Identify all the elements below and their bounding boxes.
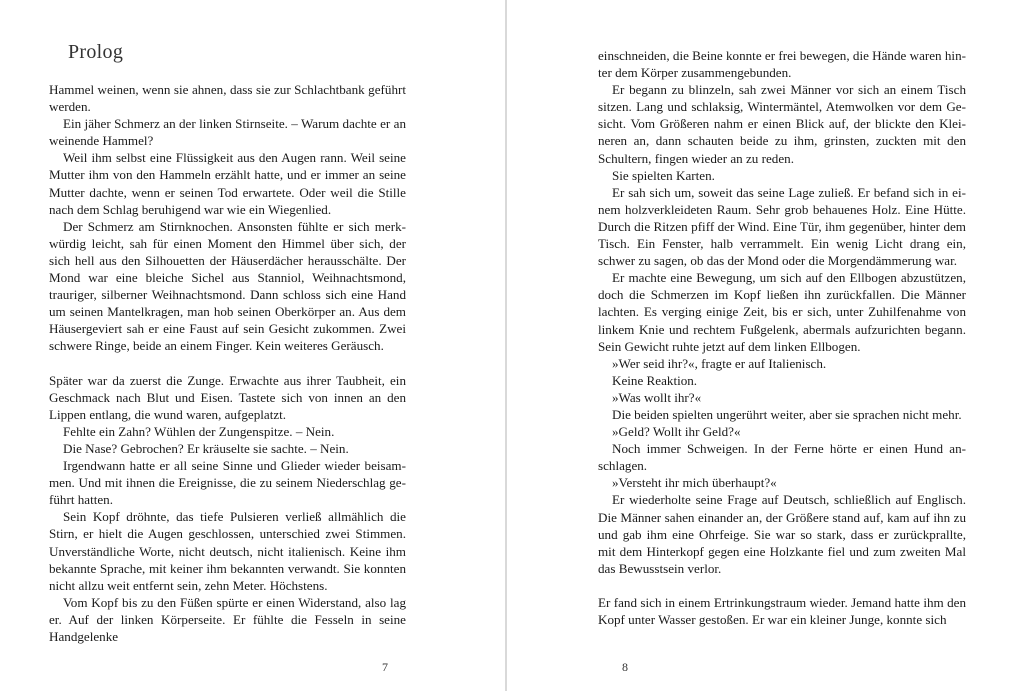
paragraph: Er begann zu blinzeln, sah zwei Männer vor sich an einem Tisch sitzen. Lang und schlaksig, Wintermäntel, Atemwolken vor dem Gesicht. Vom Größeren nahm er einen Blick auf, der blickte den Kleineren an, dann schauten beide zu ihm, grinsten, zuckten mit den Schultern, fingen wieder an zu reden. xyxy=(598,82,966,166)
paragraph: Er wiederholte seine Frage auf Deutsch, schließlich auf Englisch. Die Männer sahen einander an, der Größere stand auf, kam auf ihn zu und gab ihm eine Ohrfeige. Sie war so stark, dass er zurückprallte, mit dem Hinterkopf gegen eine Holzkante fiel und zum zweiten Mal das Bewusstsein verlor. xyxy=(598,492,966,576)
left-page xyxy=(0,0,505,691)
paragraph: »Wer seid ihr?«, fragte er auf Italienisch. xyxy=(612,355,827,371)
paragraph: Später war da zuerst die Zunge. Erwachte aus ihrer Taubheit, ein Geschmack nach Blut und Eisen. Tastete sich von innen an den Lippen entlang, die wund waren, aufgeplatzt. xyxy=(49,372,406,422)
paragraph: Sie spielten Karten. xyxy=(612,167,715,183)
paragraph: Er fand sich in einem Ertrinkungstraum wieder. Jemand hatte ihm den Kopf unter Wasser gestoßen. Er war ein kleiner Junge, konnte sich xyxy=(598,595,966,628)
paragraph: Ein jäher Schmerz an der linken Stirnseite. – Warum dachte er an weinende Hammel? xyxy=(49,116,406,149)
left-page-text xyxy=(49,81,406,645)
paragraph: Irgendwann hatte er all seine Sinne und Glieder wieder beisammen. Und mit ihnen die Ereignisse, die zu seinem Niederschlag geführt hatten. xyxy=(49,458,406,508)
paragraph: Er sah sich um, soweit das seine Lage zuließ. Er befand sich in einem holzverkleideten Raum. Sehr grob behauenes Holz. Eine Hütte. Durch die Ritzen pfiff der Wind. Eine Tür, ihm gegenüber, hinter dem Tisch. Ein Fenster, halb verrammelt. Ein wenig Licht drang ein, schwer zu sagen, ob das der Mond oder die Morgendämmerung war. xyxy=(598,184,966,269)
page-number: 8 xyxy=(622,660,628,674)
paragraph: Sein Kopf dröhnte, das tiefe Pulsieren verließ allmählich die Stirn, er hielt die Augen geschlossen, unterschied zwei Stimmen. Unverständliche Worte, nicht deutsch, nicht italienisch. Keine ihm bekannte Sprache, mit keiner ihm bekannten verwandt. Sie konnten nicht allzu weit entfernt sein, zehn Meter. Höchstens. xyxy=(49,509,406,593)
paragraph: Die beiden spielten ungerührt weiter, aber sie sprachen nicht mehr. xyxy=(612,406,962,422)
chapter-title: Prolog xyxy=(68,41,124,63)
paragraph: Vom Kopf bis zu den Füßen spürte er einen Widerstand, also lag er. Auf der linken Körperseite. Er fühlte die Fesseln in seine Handgelenke xyxy=(49,594,406,644)
paragraph: »Geld? Wollt ihr Geld?« xyxy=(612,424,741,440)
paragraph: Hammel weinen, wenn sie ahnen, dass sie zur Schlachtbank geführt werden. xyxy=(49,82,406,115)
page-number: 7 xyxy=(382,660,388,674)
right-page xyxy=(507,0,1020,691)
right-page-text xyxy=(598,47,966,628)
paragraph: Keine Reaktion. xyxy=(612,372,698,388)
paragraph: Die Nase? Gebrochen? Er kräuselte sie sachte. – Nein. xyxy=(63,440,349,456)
paragraph: »Was wollt ihr?« xyxy=(612,389,702,405)
paragraph: Noch immer Schweigen. In der Ferne hörte er einen Hund anschlagen. xyxy=(598,441,966,474)
paragraph: »Versteht ihr mich überhaupt?« xyxy=(612,475,777,491)
paragraph: einschneiden, die Beine konnte er frei bewegen, die Hände waren hinter dem Körper zusammengebunden. xyxy=(598,48,966,81)
paragraph: Er machte eine Bewegung, um sich auf den Ellbogen abzustützen, doch die Schmerzen im Kopf ließen ihn zurückfallen. Die Männer lachten. Es verging einige Zeit, bis er sich, unter Zuhilfenahme von linkem Knie und rechtem Fußgelenk, abermals aufzurichten begann. Sein Gewicht ruhte jetzt auf dem linken Ellbogen. xyxy=(598,270,966,354)
paragraph: Weil ihm selbst eine Flüssigkeit aus den Augen rann. Weil seine Mutter ihm von den Hammeln erzählt hatte, und er immer an seine Mutter dachte, wenn er seinen Tod erwartete. Oder weil die Stille nach dem Schlag beruhigend war wie ein Wiegenlied. xyxy=(49,150,406,217)
paragraph: Der Schmerz am Stirnknochen. Ansonsten fühlte er sich merkwürdig leicht, sah für einen Moment den Himmel über sich, der sich hell aus den Silhouetten der Häuserdächer herausschälte. Der Mond war eine bleiche Sichel aus Stanniol, Weihnachtsmond, trauriger, silberner Weihnachtsmond. Dann schloss sich eine Hand um seinen Mantelkragen, man hob seinen Oberkörper an. Aus dem Häusergeviert sah er eine Faust auf sein Gesicht zukommen. Zwei schwere Ringe, beide an einem Finger. Kein weiteres Geräusch. xyxy=(49,218,406,354)
paragraph: Fehlte ein Zahn? Wühlen der Zungenspitze. – Nein. xyxy=(63,423,335,439)
